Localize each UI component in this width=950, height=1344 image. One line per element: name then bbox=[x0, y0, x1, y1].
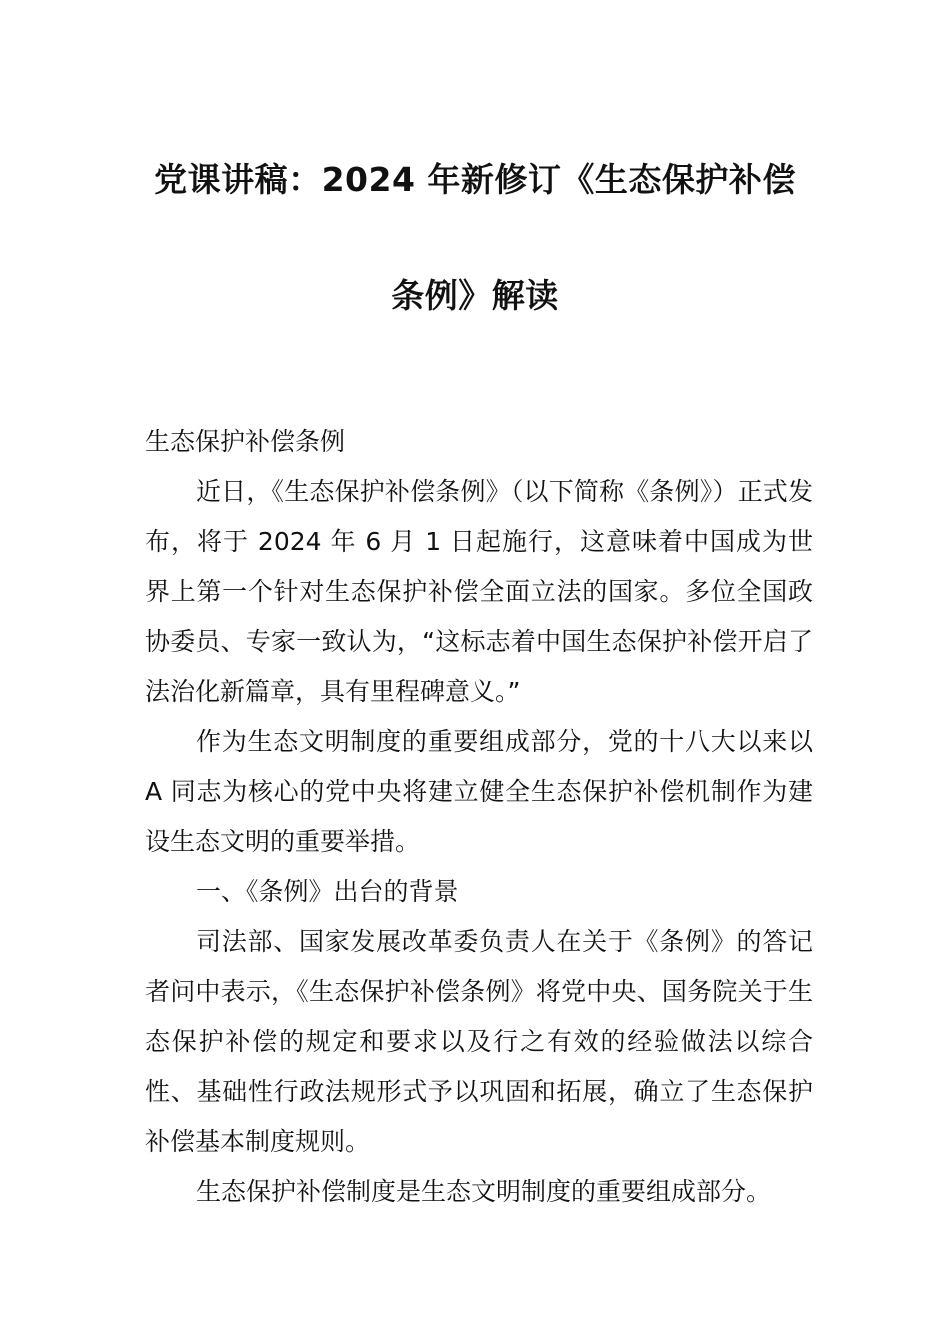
body-paragraph: 司法部、国家发展改革委负责人在关于《条例》的答记者问中表示，《生态保护补偿条例》将党中央、国务院关于生态保护补偿的规定和要求以及行之有效的经验做法以综合性、基础性行政法规形式予以巩固和拓展，确立了生态保护补偿基本制度规则。 bbox=[145, 927, 813, 1156]
body-paragraph: 生态保护补偿制度是生态文明制度的重要组成部分。 bbox=[196, 1177, 772, 1206]
document-title-line-2: 条例》解读 bbox=[391, 276, 559, 315]
body-paragraph: 近日，《生态保护补偿条例》（以下简称《条例》）正式发布，将于 2024 年 6 月 1 日起施行，这意味着中国成为世界上第一个针对生态保护补偿全面立法的国家。多位全国政协委员、专家一致认为，“这标志着中国生态保护补偿开启了法治化新篇章，具有里程碑意义。” bbox=[145, 477, 813, 706]
document-title-line-1: 党课讲稿：2024 年新修订《生态保护补偿 bbox=[154, 160, 796, 199]
document-body bbox=[145, 417, 813, 1217]
body-paragraph: 作为生态文明制度的重要组成部分，党的十八大以来以 A 同志为核心的党中央将建立健全生态保护补偿机制作为建设生态文明的重要举措。 bbox=[145, 727, 813, 856]
section-heading: 一、《条例》出台的背景 bbox=[196, 877, 459, 906]
section-heading: 生态保护补偿条例 bbox=[145, 427, 346, 456]
